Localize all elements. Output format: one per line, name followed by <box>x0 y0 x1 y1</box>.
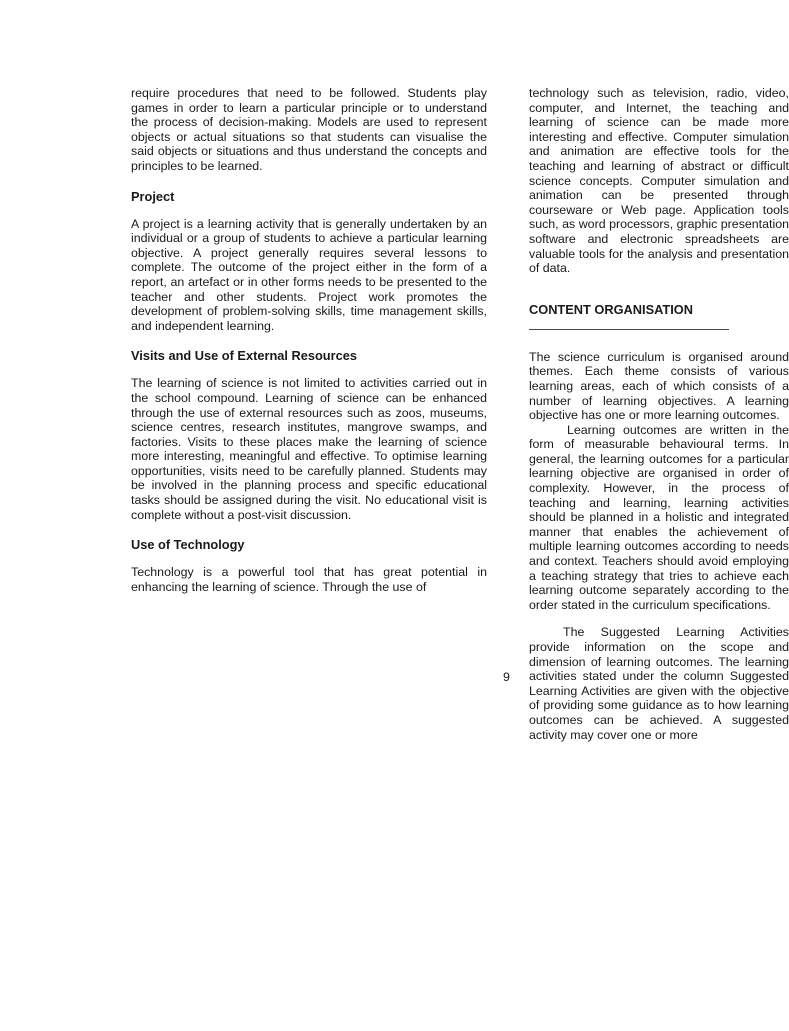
technology-continued-paragraph: technology such as television, radio, video, computer, and Internet, the teaching and learning of science can be made more interesting and effective. Computer simulation and animation are effective tools for the teaching and learning of abstract or difficult science concepts. Computer simulation and animation can be presented through courseware or Web page. Application tools such, as word processors, graphic presentation software and electronic spreadsheets are valuable tools for the analysis and presentation of data. <box>529 86 789 276</box>
content-paragraph-2: Learning outcomes are written in the form of measurable behavioural terms. In general, the learning outcomes for a particular learning objective are organised in order of complexity. However, in the process of teaching and learning, learning activities should be planned in a holistic and integrated manner that enables the achievement of multiple learning outcomes according to needs and context. Teachers should avoid employing a teaching strategy that tries to achieve each learning outcome separately according to the order stated in the curriculum specifications. <box>529 422 789 612</box>
project-paragraph: A project is a learning activity that is generally undertaken by an individual or a group of students to achieve a particular learning objective. A project generally requires several lessons to complete. The outcome of the project either in the form of a report, an artefact or in other forms needs to be presented to the teacher and other students. Project work promotes the development of problem-solving skills, time management skills, and independent learning. <box>131 216 487 333</box>
right-column <box>529 86 789 742</box>
heading-technology: Use of Technology <box>131 537 245 553</box>
content-paragraph-3: The Suggested Learning Activities provide information on the scope and dimension of learning outcomes. The learning activities stated under the column Suggested Learning Activities are given with the objective of providing some guidance as to how learning outcomes can be achieved. A suggested activity may cover one or more <box>529 625 789 742</box>
heading-content-organisation: CONTENT ORGANISATION <box>529 301 693 317</box>
heading-project: Project <box>131 188 175 204</box>
heading-visits: Visits and Use of External Resources <box>131 348 357 364</box>
heading-underline-rule <box>529 329 729 330</box>
intro-paragraph: require procedures that need to be followed. Students play games in order to learn a particular principle or to understand the process of decision-making. Models are used to represent objects or actual situations so that students can visualise the said objects or situations and thus understand the concepts and principles to be learned. <box>131 86 487 173</box>
left-column <box>131 86 487 594</box>
page-number: 9 <box>503 670 510 684</box>
visits-paragraph: The learning of science is not limited to activities carried out in the school compound. Learning of science can be enhanced through the use of external resources such as zoos, museums, science centres, research institutes, mangrove swamps, and factories. Visits to these places make the learning of science more interesting, meaningful and effective. To optimise learning opportunities, visits need to be carefully planned. Students may be involved in the planning process and specific educational tasks should be assigned during the visit. No educational visit is complete without a post-visit discussion. <box>131 376 487 522</box>
technology-paragraph: Technology is a powerful tool that has great potential in enhancing the learning of science. Through the use of <box>131 565 487 594</box>
content-paragraph-1: The science curriculum is organised around themes. Each theme consists of various learning areas, each of which consists of a number of learning objectives. A learning objective has one or more learning outcomes. <box>529 349 789 423</box>
